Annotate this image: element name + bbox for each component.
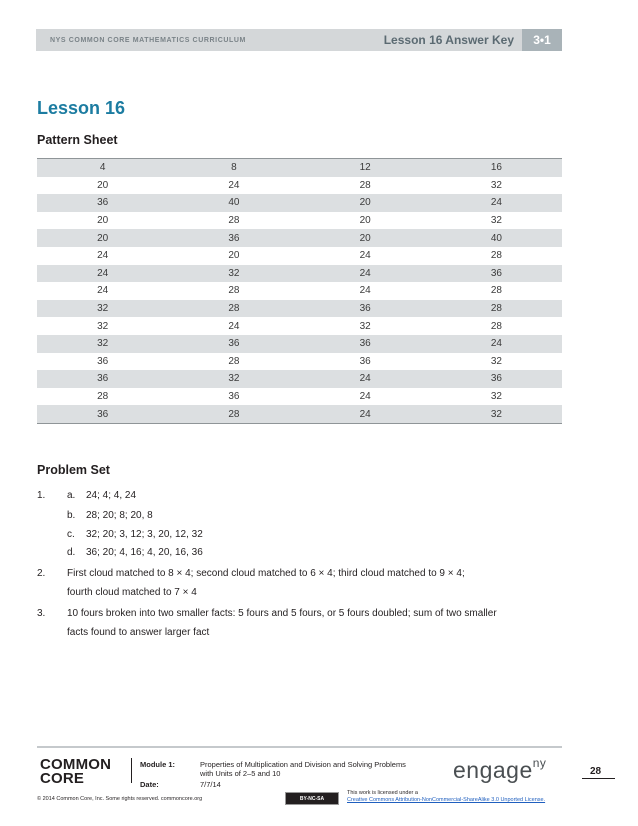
page-header [36, 29, 562, 51]
table-cell: 32 [431, 353, 562, 371]
table-cell: 28 [168, 300, 299, 318]
table-cell: 20 [37, 212, 168, 230]
table-cell: 24 [168, 317, 299, 335]
table-cell: 36 [37, 405, 168, 423]
license-link[interactable]: Creative Commons Attribution-NonCommercial-ShareAlike 3.0 Unported License. [347, 797, 546, 803]
table-row [37, 388, 562, 406]
module-title-line2: with Units of 2–5 and 10 [200, 769, 281, 778]
footer-separator [131, 758, 132, 783]
table-cell: 24 [300, 370, 431, 388]
table-cell: 20 [300, 212, 431, 230]
table-cell: 24 [37, 282, 168, 300]
copyright-notice: © 2014 Common Core, Inc. Some rights reserved. commoncore.org [37, 796, 203, 802]
table-cell: 16 [431, 159, 562, 177]
table-row [37, 405, 562, 423]
table-cell: 28 [431, 300, 562, 318]
table-cell: 36 [168, 229, 299, 247]
problem-1-number: 1. [37, 490, 46, 501]
table-cell: 36 [300, 353, 431, 371]
table-cell: 32 [37, 300, 168, 318]
table-row [37, 212, 562, 230]
table-cell: 28 [168, 282, 299, 300]
page-number-rule [582, 778, 615, 779]
table-row [37, 177, 562, 195]
table-cell: 20 [300, 229, 431, 247]
problem-1c-label: c. [67, 529, 75, 540]
table-cell: 36 [37, 353, 168, 371]
table-row [37, 194, 562, 212]
table-row [37, 282, 562, 300]
lesson-title: Lesson 16 [37, 98, 126, 118]
license-notice [347, 790, 545, 804]
table-cell: 36 [168, 335, 299, 353]
table-cell: 24 [431, 194, 562, 212]
table-cell: 28 [37, 388, 168, 406]
table-cell: 28 [300, 177, 431, 195]
table-cell: 32 [37, 317, 168, 335]
logo-line1: COMMON [40, 756, 112, 773]
problem-1a-answer: 24; 4; 4, 24 [86, 490, 137, 501]
table-row [37, 370, 562, 388]
table-cell: 32 [431, 405, 562, 423]
problem-3-number: 3. [37, 608, 46, 619]
table-cell: 24 [37, 265, 168, 283]
table-row [37, 159, 562, 177]
pattern-sheet-heading: Pattern Sheet [37, 133, 118, 147]
table-cell: 24 [300, 282, 431, 300]
engageny-logo [453, 756, 546, 784]
table-cell: 12 [300, 159, 431, 177]
table-cell: 32 [168, 370, 299, 388]
table-cell: 28 [431, 247, 562, 265]
table-row [37, 335, 562, 353]
creative-commons-badge: BY-NC-SA [285, 792, 339, 805]
problem-2-answer-line2: fourth cloud matched to 7 × 4 [67, 587, 197, 598]
module-label: Module 1: [140, 760, 175, 769]
table-row [37, 353, 562, 371]
table-cell: 40 [168, 194, 299, 212]
lesson-key-title: Lesson 16 Answer Key [383, 33, 514, 47]
date-value: 7/7/14 [200, 780, 221, 789]
table-cell: 8 [168, 159, 299, 177]
common-core-logo [40, 758, 111, 786]
problem-1a-label: a. [67, 490, 76, 501]
table-row [37, 317, 562, 335]
engage-sup: ny [532, 756, 547, 770]
curriculum-title: NYS COMMON CORE MATHEMATICS CURRICULUM [50, 36, 246, 44]
table-cell: 28 [431, 282, 562, 300]
table-row [37, 300, 562, 318]
table-cell: 28 [168, 353, 299, 371]
problem-2-number: 2. [37, 568, 46, 579]
problem-set-heading: Problem Set [37, 463, 110, 477]
table-cell: 24 [300, 405, 431, 423]
pattern-sheet-table [37, 158, 562, 424]
table-cell: 36 [168, 388, 299, 406]
table-cell: 32 [431, 388, 562, 406]
problem-2-answer-line1: First cloud matched to 8 × 4; second cloud matched to 6 × 4; third cloud matched to 9 × 4; [67, 568, 465, 579]
table-row [37, 229, 562, 247]
table-cell: 28 [431, 317, 562, 335]
table-cell: 32 [37, 335, 168, 353]
table-cell: 24 [300, 247, 431, 265]
table-cell: 24 [37, 247, 168, 265]
table-row [37, 247, 562, 265]
problem-1d-answer: 36; 20; 4, 16; 4, 20, 16, 36 [86, 547, 203, 558]
table-cell: 24 [300, 265, 431, 283]
table-row [37, 265, 562, 283]
table-cell: 20 [37, 177, 168, 195]
problem-3-answer-line1: 10 fours broken into two smaller facts: 5 fours and 5 fours, or 5 fours doubled; sum of two smaller [67, 608, 497, 619]
module-title [200, 760, 406, 778]
table-cell: 24 [431, 335, 562, 353]
table-cell: 20 [168, 247, 299, 265]
problem-1b-label: b. [67, 510, 76, 521]
table-cell: 32 [300, 317, 431, 335]
table-cell: 32 [431, 212, 562, 230]
table-cell: 28 [168, 405, 299, 423]
module-title-line1: Properties of Multiplication and Division and Solving Problems [200, 760, 406, 769]
logo-line2: CORE [40, 770, 85, 787]
table-cell: 36 [37, 194, 168, 212]
table-cell: 28 [168, 212, 299, 230]
license-line1: This work is licensed under a [347, 790, 418, 796]
table-cell: 24 [168, 177, 299, 195]
table-cell: 36 [300, 300, 431, 318]
page-number: 28 [590, 766, 602, 777]
date-label: Date: [140, 780, 159, 789]
table-cell: 36 [431, 370, 562, 388]
footer-divider [37, 746, 562, 748]
problem-1b-answer: 28; 20; 8; 20, 8 [86, 510, 153, 521]
table-cell: 32 [168, 265, 299, 283]
table-cell: 32 [431, 177, 562, 195]
problem-1d-label: d. [67, 547, 76, 558]
table-cell: 36 [431, 265, 562, 283]
table-cell: 20 [37, 229, 168, 247]
table-cell: 36 [300, 335, 431, 353]
engage-text: engage [453, 757, 533, 783]
problem-3-answer-line2: facts found to answer larger fact [67, 627, 210, 638]
table-cell: 36 [37, 370, 168, 388]
problem-1c-answer: 32; 20; 3, 12; 3, 20, 12, 32 [86, 529, 203, 540]
grade-module-badge: 3•1 [522, 29, 562, 51]
table-cell: 20 [300, 194, 431, 212]
table-cell: 24 [300, 388, 431, 406]
table-cell: 40 [431, 229, 562, 247]
table-cell: 4 [37, 159, 168, 177]
